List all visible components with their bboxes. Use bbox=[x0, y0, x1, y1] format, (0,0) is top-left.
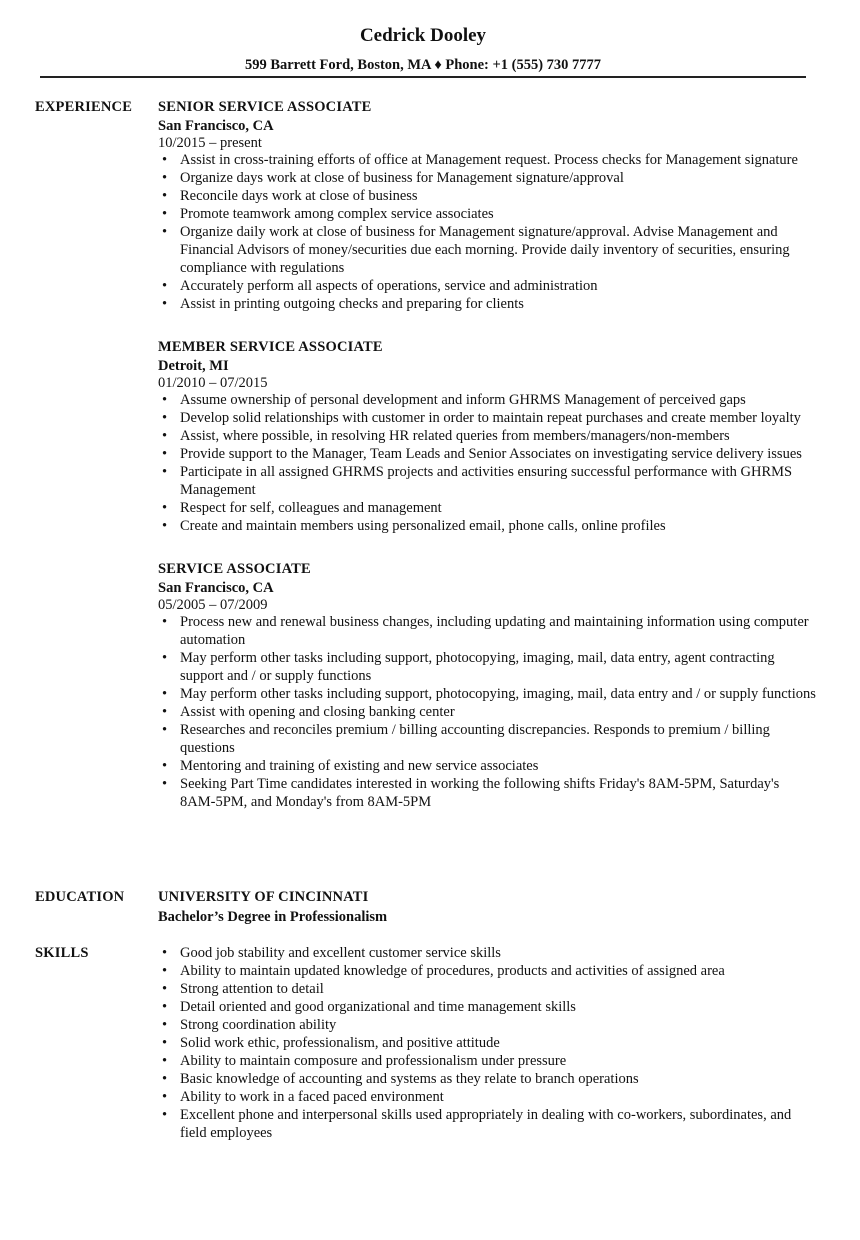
job-entry bbox=[158, 98, 818, 313]
list-item: • Basic knowledge of accounting and systems as they relate to branch operations bbox=[158, 1070, 818, 1088]
skills-list bbox=[158, 944, 818, 1142]
list-item: • Reconcile days work at close of business bbox=[158, 187, 818, 205]
candidate-name: Cedrick Dooley bbox=[359, 25, 487, 46]
job-dates: 10/2015 – present bbox=[158, 135, 262, 151]
list-item: • Detail oriented and good organizational and time management skills bbox=[158, 998, 818, 1016]
job-location: San Francisco, CA bbox=[158, 580, 274, 596]
job-title: SERVICE ASSOCIATE bbox=[158, 561, 311, 577]
list-item: • Respect for self, colleagues and management bbox=[158, 499, 818, 517]
list-item: • Assist, where possible, in resolving HR related queries from members/managers/non-members bbox=[158, 427, 818, 445]
header-divider bbox=[40, 76, 806, 78]
list-item: • Organize days work at close of business for Management signature/approval bbox=[158, 169, 818, 187]
skill-items bbox=[158, 944, 818, 1142]
experience-heading: EXPERIENCE bbox=[35, 99, 133, 115]
degree-name: Bachelor’s Degree in Professionalism bbox=[158, 909, 388, 925]
list-item: • Strong attention to detail bbox=[158, 980, 818, 998]
list-item: • Assist in printing outgoing checks and preparing for clients bbox=[158, 295, 818, 313]
list-item: • Ability to maintain composure and professionalism under pressure bbox=[158, 1052, 818, 1070]
list-item: • May perform other tasks including support, photocopying, imaging, mail, data entry and / or supply functions bbox=[158, 685, 818, 703]
job-duties bbox=[158, 613, 818, 811]
list-item: • Process new and renewal business changes, including updating and maintaining information using computer automation bbox=[158, 613, 818, 649]
job-entry bbox=[158, 560, 818, 811]
job-entry bbox=[158, 338, 818, 535]
education-entry bbox=[158, 888, 818, 926]
school-name: UNIVERSITY OF CINCINNATI bbox=[158, 889, 369, 905]
list-item: • Develop solid relationships with customer in order to maintain repeat purchases and create member loyalty bbox=[158, 409, 818, 427]
job-duties bbox=[158, 151, 818, 313]
list-item: • Provide support to the Manager, Team Leads and Senior Associates on investigating service delivery issues bbox=[158, 445, 818, 463]
list-item: • Participate in all assigned GHRMS projects and activities ensuring successful performance with GHRMS Management bbox=[158, 463, 818, 499]
list-item: • Assume ownership of personal development and inform GHRMS Management of perceived gaps bbox=[158, 391, 818, 409]
job-dates: 05/2005 – 07/2009 bbox=[158, 597, 268, 613]
education-heading: EDUCATION bbox=[35, 889, 125, 905]
list-item: • Assist in cross-training efforts of office at Management request. Process checks for Management signature bbox=[158, 151, 818, 169]
list-item: • Solid work ethic, professionalism, and positive attitude bbox=[158, 1034, 818, 1052]
list-item: • Ability to maintain updated knowledge of procedures, products and activities of assigned area bbox=[158, 962, 818, 980]
contact-info: 599 Barrett Ford, Boston, MA ♦ Phone: +1 (555) 730 7777 bbox=[244, 57, 602, 73]
list-item: • Organize daily work at close of business for Management signature/approval. Advise Management and Financial Advisors of money/securities due each morning. Provide daily inventory of securities, ensuring compliance with regulations bbox=[158, 223, 818, 277]
experience-list bbox=[158, 98, 818, 811]
list-item: • Create and maintain members using personalized email, phone calls, online profiles bbox=[158, 517, 818, 535]
list-item: • Good job stability and excellent customer service skills bbox=[158, 944, 818, 962]
resume-header bbox=[0, 24, 846, 74]
job-location: San Francisco, CA bbox=[158, 118, 274, 134]
job-duties bbox=[158, 391, 818, 535]
list-item: • Excellent phone and interpersonal skills used appropriately in dealing with co-workers, subordinates, and field employees bbox=[158, 1106, 818, 1142]
list-item: • Accurately perform all aspects of operations, service and administration bbox=[158, 277, 818, 295]
job-title: MEMBER SERVICE ASSOCIATE bbox=[158, 339, 383, 355]
job-dates: 01/2010 – 07/2015 bbox=[158, 375, 268, 391]
list-item: • Mentoring and training of existing and new service associates bbox=[158, 757, 818, 775]
job-title: SENIOR SERVICE ASSOCIATE bbox=[158, 99, 372, 115]
list-item: • Ability to work in a faced paced environment bbox=[158, 1088, 818, 1106]
skills-heading: SKILLS bbox=[35, 945, 89, 961]
list-item: • Assist with opening and closing banking center bbox=[158, 703, 818, 721]
job-location: Detroit, MI bbox=[158, 358, 229, 374]
list-item: • May perform other tasks including support, photocopying, imaging, mail, data entry, agent contracting support and / or supply functions bbox=[158, 649, 818, 685]
list-item: • Researches and reconciles premium / billing accounting discrepancies. Responds to premium / billing questions bbox=[158, 721, 818, 757]
list-item: • Promote teamwork among complex service associates bbox=[158, 205, 818, 223]
list-item: • Strong coordination ability bbox=[158, 1016, 818, 1034]
list-item: • Seeking Part Time candidates interested in working the following shifts Friday's 8AM-5PM, Saturday's 8AM-5PM, and Monday's from 8AM-5PM bbox=[158, 775, 818, 811]
